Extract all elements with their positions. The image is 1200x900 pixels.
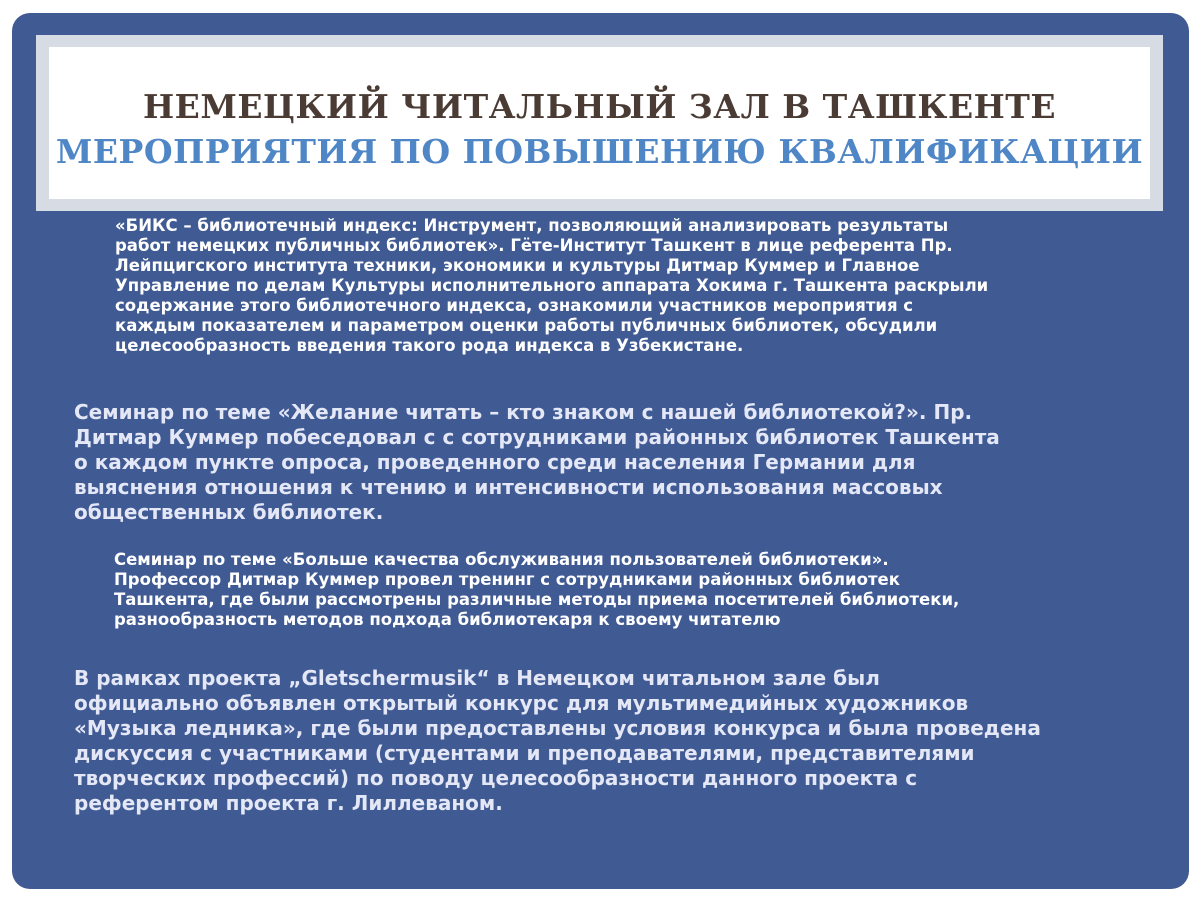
- title-box: [49, 47, 1150, 199]
- paragraph-biks-index: «БИКС – библиотечный индекс: Инструмент, позволяющий анализировать результаты работ немецких публичных библиотек». Гёте-Институт Ташкент в лице референта Пр. Лейпцигского института техники, экономики и культуры Дитмар Куммер и Главное Управление по делам Культуры исполнительного аппарата Хокима г. Ташкента раскрыли содержание этого библиотечного индекса, ознакомили участников мероприятия с каждым показателем и параметром оценки работы публичных библиотек, обсудили целесообразность введения такого рода индекса в Узбекистане.: [115, 216, 989, 355]
- paragraph-seminar-quality: Семинар по теме «Больше качества обслуживания пользователей библиотеки». Профессор Дитмар Куммер провел тренинг с сотрудниками районных библиотек Ташкента, где были рассмотрены различные методы приема посетителей библиотеки, разнообразность методов подхода библиотекаря к своему читателю: [114, 550, 960, 629]
- paragraph-seminar-reading: Семинар по теме «Желание читать – кто знаком с нашей библиотекой?». Пр. Дитмар Куммер побеседовал с с сотрудниками районных библиотек Ташкента о каждом пункте опроса, проведенного среди населения Германии для выяснения отношения к чтению и интенсивности использования массовых общественных библиотек.: [74, 400, 1000, 524]
- page-subtitle: МЕРОПРИЯТИЯ ПО ПОВЫШЕНИЮ КВАЛИФИКАЦИИ: [55, 132, 1144, 171]
- page-title: НЕМЕЦКИЙ ЧИТАЛЬНЫЙ ЗАЛ В ТАШКЕНТЕ: [143, 87, 1056, 126]
- title-frame: [36, 35, 1163, 211]
- slide: [12, 13, 1189, 889]
- paragraph-gletschermusik: В рамках проекта „Gletschermusik“ в Немецком читальном зале был официально объявлен открытый конкурс для мультимедийных художников «Музыка ледника», где были предоставлены условия конкурса и была проведена дискуссия с участниками (студентами и преподавателями, представителями творческих профессий) по поводу целесообразности данного проекта с референтом проекта г. Лиллеваном.: [74, 666, 1041, 815]
